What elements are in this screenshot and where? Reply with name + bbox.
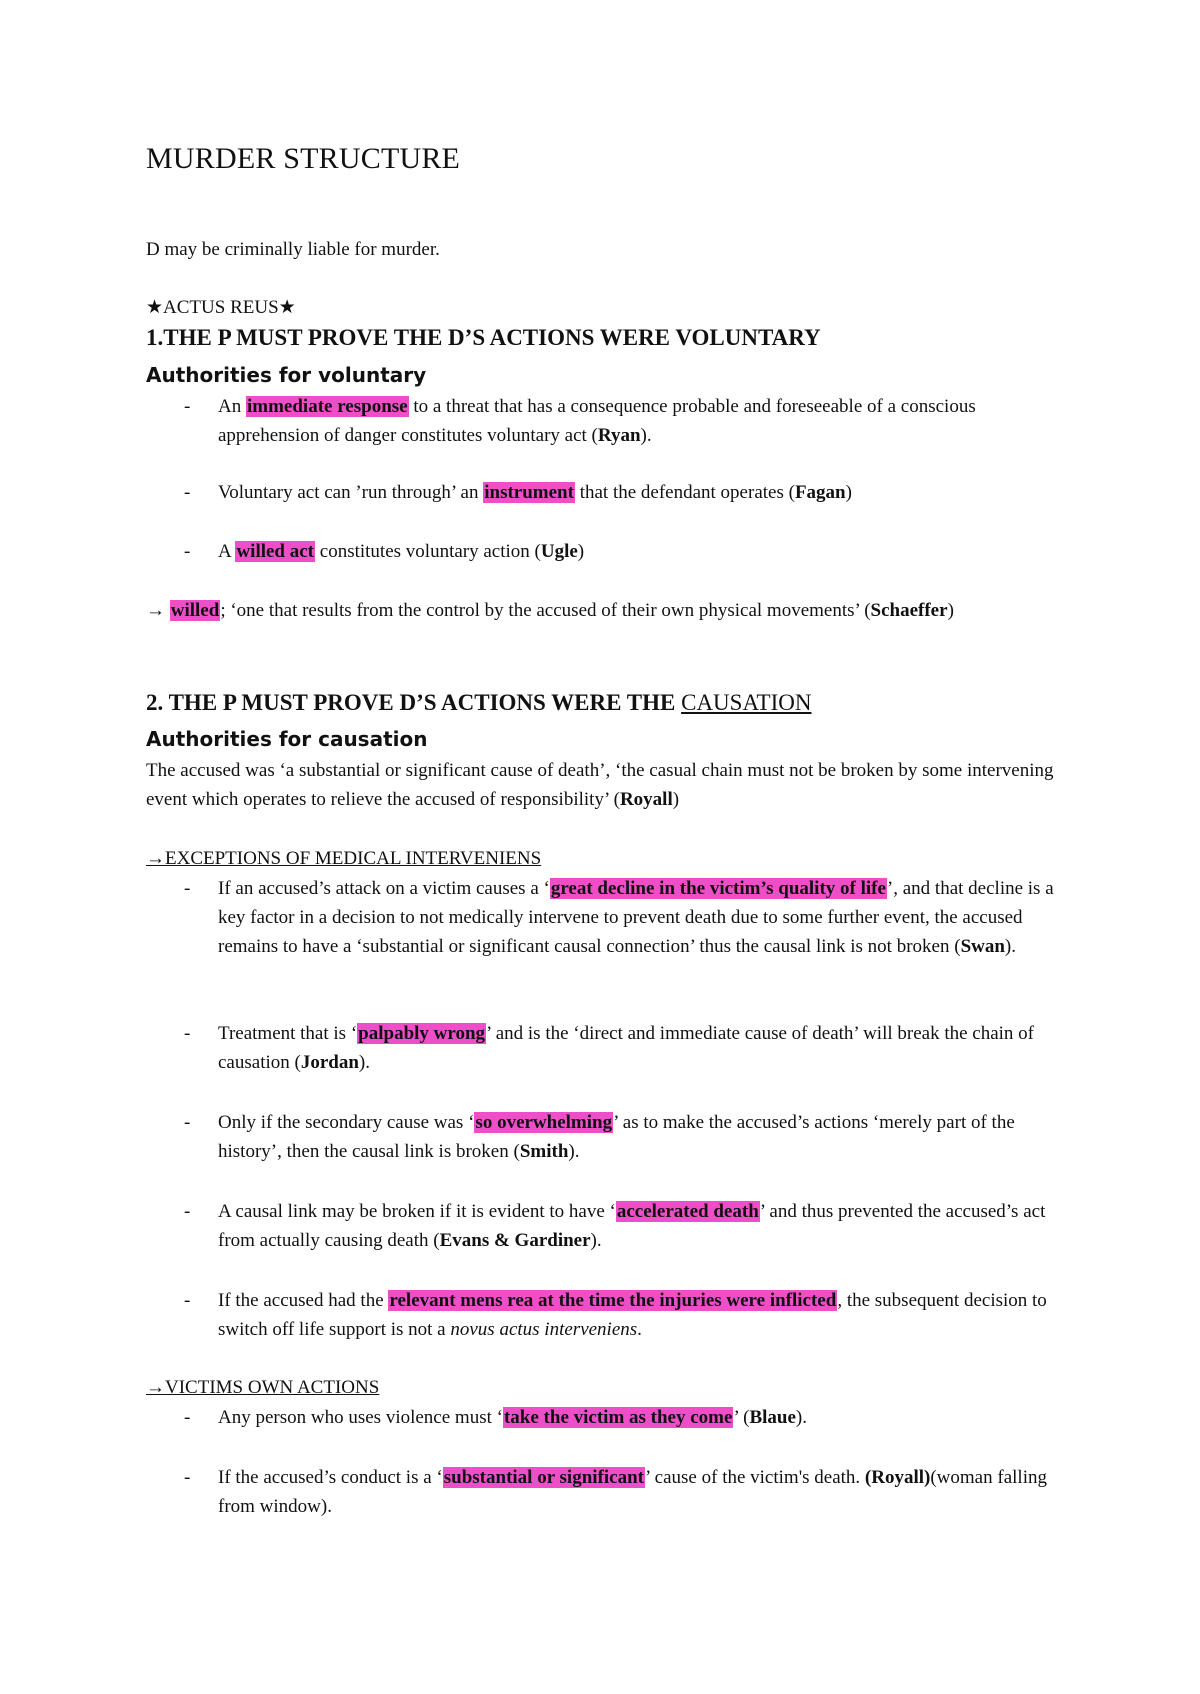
victims-own-actions-heading: →VICTIMS OWN ACTIONS bbox=[146, 1377, 380, 1398]
latin-term: novus actus interveniens bbox=[450, 1319, 638, 1340]
willed-definition: → willed; ‘one that results from the control by the accused of their own physical movements’ (Schaeffer) bbox=[146, 600, 954, 621]
list-dash: - bbox=[184, 1290, 191, 1311]
list-dash: - bbox=[184, 1023, 191, 1044]
highlight: great decline in the victim’s quality of life bbox=[550, 878, 886, 899]
case-name: Schaeffer bbox=[870, 600, 948, 621]
case-name: Evans & Gardiner bbox=[439, 1230, 591, 1251]
list-item bbox=[146, 478, 1076, 507]
list-item bbox=[146, 1108, 1076, 1166]
highlight: palpably wrong bbox=[358, 1023, 486, 1044]
list-item bbox=[146, 1286, 1076, 1344]
highlight: relevant mens rea at the time the injuries were inflicted bbox=[389, 1290, 837, 1311]
list-item-text: If the accused had the relevant mens rea at the time the injuries were inflicted, the subsequent decision to switch off life support is not a novus actus interveniens. bbox=[218, 1290, 1047, 1340]
section2-heading: 2. THE P MUST PROVE D’S ACTIONS WERE THE CAUSATION bbox=[146, 690, 812, 715]
case-name: Ugle bbox=[540, 541, 578, 562]
highlight: immediate response bbox=[246, 396, 408, 417]
list-dash: - bbox=[184, 878, 191, 899]
list-item bbox=[146, 1019, 1076, 1077]
highlight: instrument bbox=[484, 482, 574, 503]
intro-text: D may be criminally liable for murder. bbox=[146, 239, 440, 260]
highlight: willed act bbox=[236, 541, 315, 562]
causation-paragraph: The accused was ‘a substantial or significant cause of death’, ‘the casual chain must not be broken by some intervening event which operates to relieve the accused of responsibility’ (Royall) bbox=[146, 760, 1054, 810]
list-dash: - bbox=[184, 1407, 191, 1428]
medical-interveniens-heading: →EXCEPTIONS OF MEDICAL INTERVENIENS bbox=[146, 848, 542, 869]
list-item bbox=[146, 537, 1076, 566]
list-item bbox=[146, 392, 1076, 450]
case-name: Smith bbox=[519, 1141, 569, 1162]
highlight: substantial or significant bbox=[443, 1467, 644, 1488]
section2-authorities-heading: Authorities for causation bbox=[146, 727, 428, 751]
case-name: Swan bbox=[960, 936, 1005, 957]
case-name: Fagan bbox=[794, 482, 846, 503]
case-name: Jordan bbox=[300, 1052, 359, 1073]
list-dash: - bbox=[184, 541, 191, 562]
case-name: Ryan bbox=[597, 425, 641, 446]
highlight: take the victim as they come bbox=[503, 1407, 733, 1428]
list-item-text: Only if the secondary cause was ‘so overwhelming’ as to make the accused’s actions ‘merely part of the history’, then the causal link is broken (Smith). bbox=[218, 1112, 1015, 1162]
highlight: so overwhelming bbox=[475, 1112, 613, 1133]
case-name: Blaue bbox=[749, 1407, 796, 1428]
causation-underlined: CAUSATION bbox=[681, 690, 812, 715]
page-title: MURDER STRUCTURE bbox=[146, 142, 461, 175]
list-item-text: If an accused’s attack on a victim causes a ‘great decline in the victim’s quality of life’, and that decline is a key factor in a decision to not medically intervene to prevent death due to some further event, the accused remains to have a ‘substantial or significant causal connection’ thus the causal link is not broken (Swan). bbox=[218, 878, 1054, 957]
list-item bbox=[146, 1403, 1076, 1432]
list-item-text: An immediate response to a threat that has a consequence probable and foreseeable of a conscious apprehension of danger constitutes voluntary act (Ryan). bbox=[218, 396, 976, 446]
list-dash: - bbox=[184, 1112, 191, 1133]
list-item-text: If the accused’s conduct is a ‘substantial or significant’ cause of the victim's death. (Royall)(woman falling from window). bbox=[218, 1467, 1047, 1517]
case-name: (Royall) bbox=[864, 1467, 931, 1488]
list-item bbox=[146, 874, 1076, 961]
actus-reus-heading: ★ACTUS REUS★ bbox=[146, 297, 296, 318]
list-item bbox=[146, 1197, 1076, 1255]
case-name: Royall bbox=[619, 789, 673, 810]
list-dash: - bbox=[184, 396, 191, 417]
list-item-text: A willed act constitutes voluntary action (Ugle) bbox=[218, 541, 585, 562]
list-dash: - bbox=[184, 1467, 191, 1488]
list-item-text: Voluntary act can ’run through’ an instrument that the defendant operates (Fagan) bbox=[218, 482, 852, 503]
highlight: willed bbox=[170, 600, 220, 621]
list-dash: - bbox=[184, 1201, 191, 1222]
list-dash: - bbox=[184, 482, 191, 503]
list-item-text: A causal link may be broken if it is evident to have ‘accelerated death’ and thus prevented the accused’s act from actually causing death (Evans & Gardiner). bbox=[218, 1201, 1046, 1251]
list-item-text: Any person who uses violence must ‘take the victim as they come’ (Blaue). bbox=[218, 1407, 807, 1428]
highlight: accelerated death bbox=[616, 1201, 759, 1222]
section1-heading: 1.THE P MUST PROVE THE D’S ACTIONS WERE VOLUNTARY bbox=[146, 325, 821, 350]
section1-authorities-heading: Authorities for voluntary bbox=[146, 363, 427, 387]
list-item bbox=[146, 1463, 1076, 1521]
list-item-text: Treatment that is ‘palpably wrong’ and is the ‘direct and immediate cause of death’ will break the chain of causation (Jordan). bbox=[218, 1023, 1035, 1073]
